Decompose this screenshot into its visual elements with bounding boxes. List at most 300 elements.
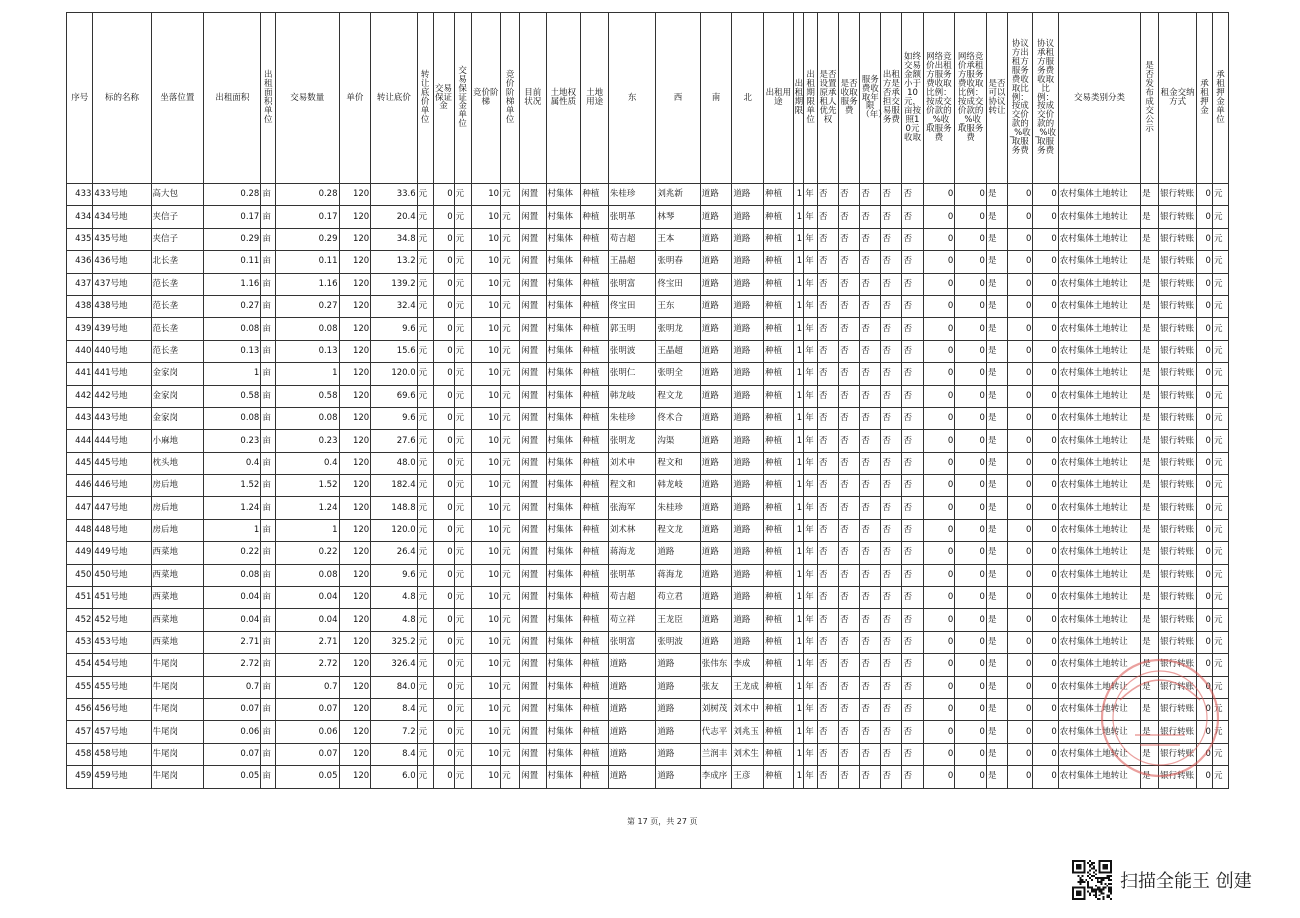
- cell-min-fee: 否: [902, 631, 923, 653]
- cell-deposit: 0: [433, 295, 454, 317]
- cell-ownership: 村集体: [546, 497, 581, 519]
- cell-land-use: 种植: [581, 407, 608, 429]
- cell-fee-years: 否: [860, 609, 881, 631]
- cell-location: 北长垄: [151, 251, 204, 273]
- cell-quantity: 0.17: [276, 206, 339, 228]
- cell-deposit: 0: [433, 452, 454, 474]
- cell-north: 道路: [732, 363, 764, 385]
- cell-agreement-tenant-ratio: 0: [1033, 766, 1058, 788]
- cell-deposit-amount-unit: 元: [1212, 228, 1228, 250]
- cell-fee-years: 否: [860, 430, 881, 452]
- cell-bid-step-unit: 元: [501, 564, 520, 586]
- cell-online-lessor-ratio: 0: [923, 542, 955, 564]
- cell-publish-result: 是: [1141, 519, 1159, 541]
- cell-bid-step: 10: [471, 385, 501, 407]
- cell-north: 道路: [732, 430, 764, 452]
- cell-fee-years: 否: [860, 497, 881, 519]
- cell-north: 道路: [732, 273, 764, 295]
- cell-agreement-tenant-ratio: 0: [1033, 743, 1058, 765]
- table-row: [67, 340, 1229, 362]
- cell-trade-category: 农村集体土地转让: [1058, 519, 1140, 541]
- cell-lease-term: 1: [793, 206, 804, 228]
- cell-lease-use: 种植: [764, 475, 794, 497]
- cell-base-price-unit: 元: [417, 609, 433, 631]
- cell-ownership: 村集体: [546, 766, 581, 788]
- cell-seq: 451: [67, 587, 93, 609]
- cell-location: 西菜地: [151, 564, 204, 586]
- cell-lease-term: 1: [793, 430, 804, 452]
- cell-deposit: 0: [433, 497, 454, 519]
- cell-area-unit: 亩: [261, 228, 276, 250]
- cell-location: 牛尾岗: [151, 766, 204, 788]
- cell-lease-term-unit: 年: [804, 318, 818, 340]
- cell-deposit-amount-unit: 元: [1212, 721, 1228, 743]
- header-agreement-transfer: 是否可以协议转让: [986, 13, 1007, 184]
- table-row: [67, 407, 1229, 429]
- cell-agreement-tenant-ratio: 0: [1033, 318, 1058, 340]
- cell-publish-result: 是: [1141, 206, 1159, 228]
- cell-name: 435号地: [93, 228, 151, 250]
- cell-lease-term-unit: 年: [804, 184, 818, 206]
- cell-ownership: 村集体: [546, 587, 581, 609]
- cell-area-unit: 亩: [261, 654, 276, 676]
- cell-min-fee: 否: [902, 743, 923, 765]
- cell-lease-term: 1: [793, 475, 804, 497]
- header-service-fee: 是否收取服务费: [839, 13, 860, 184]
- cell-fee-years: 否: [860, 318, 881, 340]
- cell-online-tenant-ratio: 0: [955, 721, 987, 743]
- cell-area-unit: 亩: [261, 743, 276, 765]
- cell-tenant-priority: 否: [817, 587, 838, 609]
- cell-bid-step-unit: 元: [501, 609, 520, 631]
- table-row: [67, 228, 1229, 250]
- cell-min-fee: 否: [902, 519, 923, 541]
- cell-deposit-amount: 0: [1197, 363, 1213, 385]
- cell-name: 438号地: [93, 295, 151, 317]
- cell-ownership: 村集体: [546, 631, 581, 653]
- cell-south: 道路: [700, 519, 732, 541]
- cell-service-fee: 否: [839, 497, 860, 519]
- cell-lease-term: 1: [793, 295, 804, 317]
- cell-south: 道路: [700, 609, 732, 631]
- cell-ownership: 村集体: [546, 184, 581, 206]
- cell-base-price-unit: 元: [417, 206, 433, 228]
- cell-west: 张明波: [656, 631, 700, 653]
- cell-east: 道路: [608, 654, 656, 676]
- cell-bid-step-unit: 元: [501, 184, 520, 206]
- cell-area: 1: [204, 363, 261, 385]
- cell-lease-use: 种植: [764, 318, 794, 340]
- cell-lease-use: 种植: [764, 251, 794, 273]
- cell-publish-result: 是: [1141, 676, 1159, 698]
- cell-base-price-unit: 元: [417, 251, 433, 273]
- cell-tenant-priority: 否: [817, 631, 838, 653]
- cell-bid-step-unit: 元: [501, 743, 520, 765]
- cell-trade-category: 农村集体土地转让: [1058, 273, 1140, 295]
- cell-deposit: 0: [433, 340, 454, 362]
- cell-agreement-transfer: 是: [986, 385, 1007, 407]
- cell-east: 道路: [608, 698, 656, 720]
- cell-fee-years: 否: [860, 676, 881, 698]
- cell-land-use: 种植: [581, 766, 608, 788]
- cell-deposit: 0: [433, 184, 454, 206]
- cell-base-price: 325.2: [371, 631, 417, 653]
- cell-deposit-amount-unit: 元: [1212, 363, 1228, 385]
- cell-fee-years: 否: [860, 251, 881, 273]
- cell-base-price: 34.8: [371, 228, 417, 250]
- cell-deposit-unit: 元: [454, 587, 471, 609]
- cell-fee-years: 否: [860, 587, 881, 609]
- cell-lease-term-unit: 年: [804, 363, 818, 385]
- cell-min-fee: 否: [902, 721, 923, 743]
- cell-quantity: 0.23: [276, 430, 339, 452]
- cell-deposit-unit: 元: [454, 273, 471, 295]
- cell-bid-step-unit: 元: [501, 452, 520, 474]
- cell-agreement-lessor-ratio: 0: [1008, 206, 1033, 228]
- cell-base-price-unit: 元: [417, 766, 433, 788]
- cell-agreement-lessor-ratio: 0: [1008, 654, 1033, 676]
- cell-name: 456号地: [93, 698, 151, 720]
- cell-service-fee: 否: [839, 519, 860, 541]
- cell-fee-years: 否: [860, 519, 881, 541]
- cell-seq: 459: [67, 766, 93, 788]
- cell-base-price-unit: 元: [417, 363, 433, 385]
- cell-base-price: 84.0: [371, 676, 417, 698]
- cell-bid-step: 10: [471, 654, 501, 676]
- cell-deposit-amount: 0: [1197, 497, 1213, 519]
- cell-name: 458号地: [93, 743, 151, 765]
- cell-lease-term: 1: [793, 273, 804, 295]
- cell-service-fee: 否: [839, 475, 860, 497]
- cell-online-tenant-ratio: 0: [955, 251, 987, 273]
- cell-lease-use: 种植: [764, 676, 794, 698]
- cell-land-use: 种植: [581, 251, 608, 273]
- cell-quantity: 2.71: [276, 631, 339, 653]
- cell-bid-step: 10: [471, 184, 501, 206]
- cell-location: 范长垄: [151, 318, 204, 340]
- cell-land-use: 种植: [581, 743, 608, 765]
- cell-quantity: 0.58: [276, 385, 339, 407]
- cell-lease-term: 1: [793, 497, 804, 519]
- cell-lessor-fee: 否: [881, 475, 902, 497]
- land-lease-table: [66, 12, 1229, 789]
- cell-west: 蒋海龙: [656, 564, 700, 586]
- cell-agreement-tenant-ratio: 0: [1033, 452, 1058, 474]
- cell-lease-term: 1: [793, 631, 804, 653]
- cell-deposit: 0: [433, 676, 454, 698]
- header-east: 东: [608, 13, 656, 184]
- cell-location: 高大包: [151, 184, 204, 206]
- cell-agreement-lessor-ratio: 0: [1008, 519, 1033, 541]
- cell-quantity: 0.06: [276, 721, 339, 743]
- cell-base-price-unit: 元: [417, 721, 433, 743]
- cell-land-use: 种植: [581, 475, 608, 497]
- cell-lease-term-unit: 年: [804, 519, 818, 541]
- header-quantity: 交易数量: [276, 13, 339, 184]
- header-agreement-tenant-ratio: 协议承租方服务费收取比例：按成交价款的_%收取服务费: [1033, 13, 1058, 184]
- cell-seq: 435: [67, 228, 93, 250]
- cell-east: 张明仁: [608, 363, 656, 385]
- cell-lease-term-unit: 年: [804, 251, 818, 273]
- cell-lease-term: 1: [793, 228, 804, 250]
- cell-trade-category: 农村集体土地转让: [1058, 766, 1140, 788]
- table-row: [67, 721, 1229, 743]
- cell-west: 道路: [656, 654, 700, 676]
- cell-base-price: 32.4: [371, 295, 417, 317]
- cell-min-fee: 否: [902, 475, 923, 497]
- cell-land-use: 种植: [581, 340, 608, 362]
- cell-service-fee: 否: [839, 698, 860, 720]
- cell-south: 李成序: [700, 766, 732, 788]
- cell-bid-step: 10: [471, 273, 501, 295]
- cell-south: 道路: [700, 318, 732, 340]
- cell-deposit-amount-unit: 元: [1212, 676, 1228, 698]
- cell-east: 张明富: [608, 273, 656, 295]
- cell-deposit-unit: 元: [454, 631, 471, 653]
- cell-agreement-transfer: 是: [986, 228, 1007, 250]
- cell-trade-category: 农村集体土地转让: [1058, 743, 1140, 765]
- cell-area-unit: 亩: [261, 587, 276, 609]
- cell-north: 道路: [732, 407, 764, 429]
- cell-unit-price: 120: [339, 698, 371, 720]
- cell-agreement-tenant-ratio: 0: [1033, 519, 1058, 541]
- cell-min-fee: 否: [902, 452, 923, 474]
- cell-bid-step: 10: [471, 743, 501, 765]
- cell-online-lessor-ratio: 0: [923, 609, 955, 631]
- cell-deposit-unit: 元: [454, 295, 471, 317]
- cell-north: 道路: [732, 564, 764, 586]
- cell-deposit: 0: [433, 363, 454, 385]
- cell-lease-use: 种植: [764, 295, 794, 317]
- cell-south: 道路: [700, 363, 732, 385]
- cell-name: 448号地: [93, 519, 151, 541]
- cell-fee-years: 否: [860, 206, 881, 228]
- cell-agreement-lessor-ratio: 0: [1008, 631, 1033, 653]
- cell-publish-result: 是: [1141, 721, 1159, 743]
- cell-base-price: 7.2: [371, 721, 417, 743]
- cell-area-unit: 亩: [261, 363, 276, 385]
- cell-ownership: 村集体: [546, 251, 581, 273]
- cell-agreement-lessor-ratio: 0: [1008, 340, 1033, 362]
- cell-deposit: 0: [433, 587, 454, 609]
- cell-deposit-amount-unit: 元: [1212, 698, 1228, 720]
- cell-area: 0.7: [204, 676, 261, 698]
- cell-tenant-priority: 否: [817, 721, 838, 743]
- cell-online-tenant-ratio: 0: [955, 564, 987, 586]
- header-south: 南: [700, 13, 732, 184]
- cell-agreement-transfer: 是: [986, 587, 1007, 609]
- header-online-tenant-ratio: 网络竞价承租方服务费收取比例：按成交价款的_%收取服务费: [955, 13, 987, 184]
- cell-base-price: 69.6: [371, 385, 417, 407]
- cell-tenant-priority: 否: [817, 295, 838, 317]
- cell-min-fee: 否: [902, 676, 923, 698]
- cell-area: 0.13: [204, 340, 261, 362]
- cell-deposit-amount: 0: [1197, 542, 1213, 564]
- cell-seq: 447: [67, 497, 93, 519]
- cell-bid-step: 10: [471, 609, 501, 631]
- header-ownership: 土地权属性质: [546, 13, 581, 184]
- cell-min-fee: 否: [902, 564, 923, 586]
- cell-quantity: 0.11: [276, 251, 339, 273]
- cell-lease-term-unit: 年: [804, 273, 818, 295]
- cell-deposit-amount-unit: 元: [1212, 295, 1228, 317]
- cell-area-unit: 亩: [261, 452, 276, 474]
- cell-north: 道路: [732, 497, 764, 519]
- cell-online-tenant-ratio: 0: [955, 295, 987, 317]
- cell-location: 金家岗: [151, 363, 204, 385]
- cell-lease-term: 1: [793, 407, 804, 429]
- table-row: [67, 206, 1229, 228]
- cell-name: 449号地: [93, 542, 151, 564]
- cell-tenant-priority: 否: [817, 564, 838, 586]
- cell-service-fee: 否: [839, 564, 860, 586]
- cell-agreement-lessor-ratio: 0: [1008, 497, 1033, 519]
- cell-seq: 455: [67, 676, 93, 698]
- cell-agreement-transfer: 是: [986, 519, 1007, 541]
- cell-name: 442号地: [93, 385, 151, 407]
- cell-base-price-unit: 元: [417, 676, 433, 698]
- cell-area-unit: 亩: [261, 295, 276, 317]
- cell-fee-years: 否: [860, 407, 881, 429]
- cell-deposit-amount: 0: [1197, 631, 1213, 653]
- cell-north: 刘兆玉: [732, 721, 764, 743]
- cell-trade-category: 农村集体土地转让: [1058, 251, 1140, 273]
- table-row: [67, 654, 1229, 676]
- cell-bid-step-unit: 元: [501, 363, 520, 385]
- cell-deposit-unit: 元: [454, 340, 471, 362]
- cell-deposit-unit: 元: [454, 407, 471, 429]
- cell-publish-result: 是: [1141, 295, 1159, 317]
- cell-bid-step-unit: 元: [501, 340, 520, 362]
- cell-north: 刘术生: [732, 743, 764, 765]
- cell-west: 道路: [656, 721, 700, 743]
- cell-status: 闲置: [520, 452, 546, 474]
- cell-tenant-priority: 否: [817, 475, 838, 497]
- cell-area: 2.71: [204, 631, 261, 653]
- cell-base-price: 9.6: [371, 407, 417, 429]
- cell-online-tenant-ratio: 0: [955, 587, 987, 609]
- cell-lessor-fee: 否: [881, 721, 902, 743]
- cell-quantity: 0.28: [276, 184, 339, 206]
- cell-deposit-amount-unit: 元: [1212, 609, 1228, 631]
- cell-location: 范长垄: [151, 273, 204, 295]
- cell-service-fee: 否: [839, 609, 860, 631]
- cell-rent-payment: 银行转账: [1159, 631, 1197, 653]
- table-row: [67, 564, 1229, 586]
- cell-north: 王龙成: [732, 676, 764, 698]
- cell-status: 闲置: [520, 385, 546, 407]
- cell-rent-payment: 银行转账: [1159, 542, 1197, 564]
- cell-deposit-unit: 元: [454, 363, 471, 385]
- cell-publish-result: 是: [1141, 430, 1159, 452]
- cell-unit-price: 120: [339, 676, 371, 698]
- cell-name: 447号地: [93, 497, 151, 519]
- cell-deposit-amount-unit: 元: [1212, 587, 1228, 609]
- cell-agreement-tenant-ratio: 0: [1033, 542, 1058, 564]
- cell-area: 0.08: [204, 564, 261, 586]
- cell-bid-step-unit: 元: [501, 676, 520, 698]
- cell-min-fee: 否: [902, 654, 923, 676]
- cell-online-tenant-ratio: 0: [955, 698, 987, 720]
- header-online-lessor-ratio: 网络竞价出租方服务费收取比例：按成交价款的_%收取服务费: [923, 13, 955, 184]
- cell-tenant-priority: 否: [817, 228, 838, 250]
- cell-tenant-priority: 否: [817, 206, 838, 228]
- cell-deposit-amount-unit: 元: [1212, 273, 1228, 295]
- cell-publish-result: 是: [1141, 743, 1159, 765]
- cell-north: 道路: [732, 385, 764, 407]
- cell-area-unit: 亩: [261, 564, 276, 586]
- cell-deposit: 0: [433, 609, 454, 631]
- cell-area: 0.11: [204, 251, 261, 273]
- cell-location: 小麻地: [151, 430, 204, 452]
- cell-online-lessor-ratio: 0: [923, 407, 955, 429]
- cell-deposit-amount-unit: 元: [1212, 452, 1228, 474]
- cell-lease-use: 种植: [764, 519, 794, 541]
- cell-north: 道路: [732, 340, 764, 362]
- cell-agreement-lessor-ratio: 0: [1008, 363, 1033, 385]
- cell-area: 1.24: [204, 497, 261, 519]
- cell-min-fee: 否: [902, 340, 923, 362]
- cell-online-tenant-ratio: 0: [955, 430, 987, 452]
- table-row: [67, 251, 1229, 273]
- cell-land-use: 种植: [581, 452, 608, 474]
- cell-online-lessor-ratio: 0: [923, 340, 955, 362]
- cell-tenant-priority: 否: [817, 385, 838, 407]
- cell-tenant-priority: 否: [817, 519, 838, 541]
- cell-service-fee: 否: [839, 385, 860, 407]
- cell-area-unit: 亩: [261, 184, 276, 206]
- cell-area-unit: 亩: [261, 631, 276, 653]
- cell-deposit-unit: 元: [454, 542, 471, 564]
- cell-lease-term-unit: 年: [804, 743, 818, 765]
- cell-deposit-amount: 0: [1197, 430, 1213, 452]
- cell-west: 林琴: [656, 206, 700, 228]
- cell-base-price: 4.8: [371, 609, 417, 631]
- cell-west: 道路: [656, 542, 700, 564]
- cell-service-fee: 否: [839, 631, 860, 653]
- cell-west: 韩龙岐: [656, 475, 700, 497]
- cell-tenant-priority: 否: [817, 676, 838, 698]
- cell-bid-step: 10: [471, 676, 501, 698]
- cell-online-lessor-ratio: 0: [923, 206, 955, 228]
- header-rent-payment: 租金交纳方式: [1159, 13, 1197, 184]
- cell-south: 张友: [700, 676, 732, 698]
- cell-deposit-unit: 元: [454, 676, 471, 698]
- cell-deposit-amount-unit: 元: [1212, 654, 1228, 676]
- cell-seq: 452: [67, 609, 93, 631]
- cell-agreement-transfer: 是: [986, 273, 1007, 295]
- cell-lease-use: 种植: [764, 743, 794, 765]
- cell-agreement-transfer: 是: [986, 564, 1007, 586]
- cell-south: 道路: [700, 295, 732, 317]
- cell-bid-step-unit: 元: [501, 407, 520, 429]
- cell-agreement-transfer: 是: [986, 698, 1007, 720]
- cell-online-lessor-ratio: 0: [923, 184, 955, 206]
- cell-status: 闲置: [520, 542, 546, 564]
- cell-deposit: 0: [433, 228, 454, 250]
- cell-area: 1.16: [204, 273, 261, 295]
- cell-south: 道路: [700, 184, 732, 206]
- cell-unit-price: 120: [339, 766, 371, 788]
- cell-agreement-transfer: 是: [986, 363, 1007, 385]
- cell-seq: 446: [67, 475, 93, 497]
- cell-seq: 437: [67, 273, 93, 295]
- cell-deposit-unit: 元: [454, 743, 471, 765]
- cell-bid-step: 10: [471, 430, 501, 452]
- cell-lease-use: 种植: [764, 631, 794, 653]
- cell-min-fee: 否: [902, 587, 923, 609]
- cell-deposit-amount-unit: 元: [1212, 743, 1228, 765]
